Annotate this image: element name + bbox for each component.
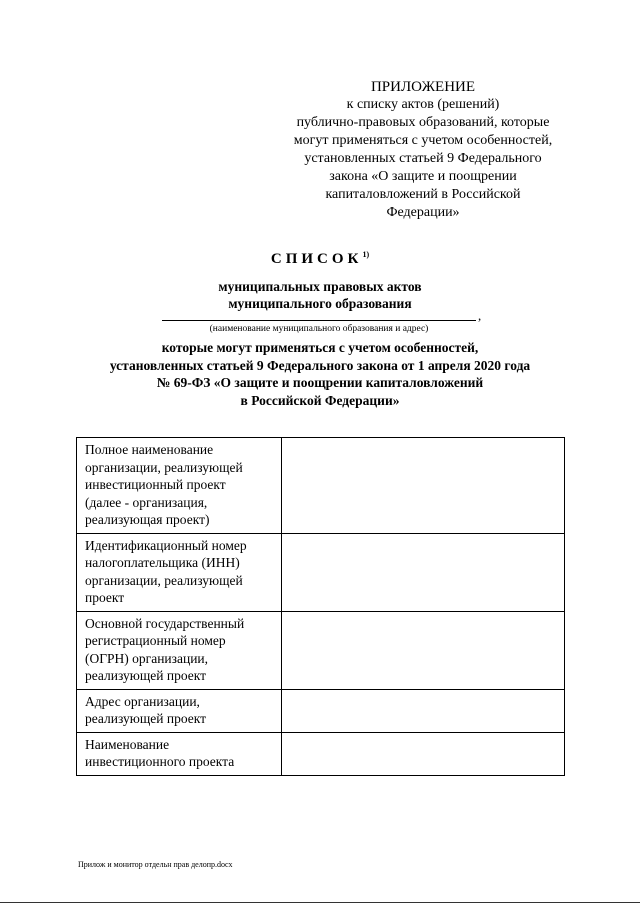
label-line: налогоплательщика (ИНН) [85,555,240,570]
name-line-comma: , [478,308,482,323]
row-label-full-name [77,438,282,534]
row-label-project-name [77,732,282,775]
label-line: (далее - организация, [85,494,208,510]
appendix-line: закона «О защите и поощрении [329,169,517,184]
label-line: Адрес организации, [85,693,200,709]
list-title [0,250,640,268]
row-label-inn [77,533,282,611]
list-title-text: СПИСОК [270,251,363,267]
label-line: инвестиционный проект [85,477,226,492]
appendix-line: Федерации» [386,205,460,220]
organization-info-table [76,437,565,776]
label-line: организации, реализующей [85,572,243,588]
row-value-inn [282,533,565,611]
subtitle-line: муниципального образования [228,296,412,311]
applicability-line: установленных статьей 9 Федерального закона от 1 апреля 2020 года [109,357,531,373]
appendix-line: к списку актов (решений) [346,97,500,112]
scan-edge-line [0,902,640,903]
appendix-line: могут применяться с учетом особенностей, [293,133,553,148]
label-line: Основной государственный [85,615,245,631]
label-line: инвестиционного проекта [85,754,235,769]
label-line: организации, реализующей [85,459,243,475]
municipality-name-blank [162,320,476,321]
label-line: Наименование [85,736,170,752]
table-row [77,438,565,534]
applicability-line: № 69-ФЗ «О защите и поощрении капиталовложений [156,375,484,390]
applicability-line: которые могут применяться с учетом особенностей, [161,340,479,355]
label-line: реализующей проект [85,668,207,683]
label-line: Идентификационный номер [85,537,247,553]
row-value-address [282,689,565,732]
label-line: Полное наименование [85,442,214,457]
row-label-ogrn [77,611,282,689]
applicability-line: в Российской Федерации» [240,392,400,408]
row-value-full-name [282,438,565,534]
label-line: реализующая проект) [85,512,210,527]
list-subtitle [0,278,640,312]
table-row [77,611,565,689]
label-line: (ОГРН) организации, [85,650,209,666]
row-value-ogrn [282,611,565,689]
label-line: реализующей проект [85,711,207,726]
table-row [77,533,565,611]
table-row [77,732,565,775]
label-line: проект [85,590,125,605]
appendix-line: капиталовложений в Российской [325,187,521,202]
appendix-line: установленных статьей 9 Федерального [304,151,542,166]
applicability-statement [60,339,580,409]
footer-filename: Прилож и монитор отдельн прав делопр.docx [78,860,233,869]
table-row [77,689,565,732]
row-value-project-name [282,732,565,775]
label-line: регистрационный номер [85,633,226,648]
subtitle-line: муниципальных правовых актов [218,279,422,294]
appendix-heading: ПРИЛОЖЕНИЕ [370,79,476,95]
row-label-address [77,689,282,732]
footnote-marker: 1) [362,250,370,259]
appendix-header [268,78,578,222]
municipality-name-caption: (наименование муниципального образования и адрес) [209,324,429,334]
appendix-line: публично-правовых образований, которые [296,115,550,130]
